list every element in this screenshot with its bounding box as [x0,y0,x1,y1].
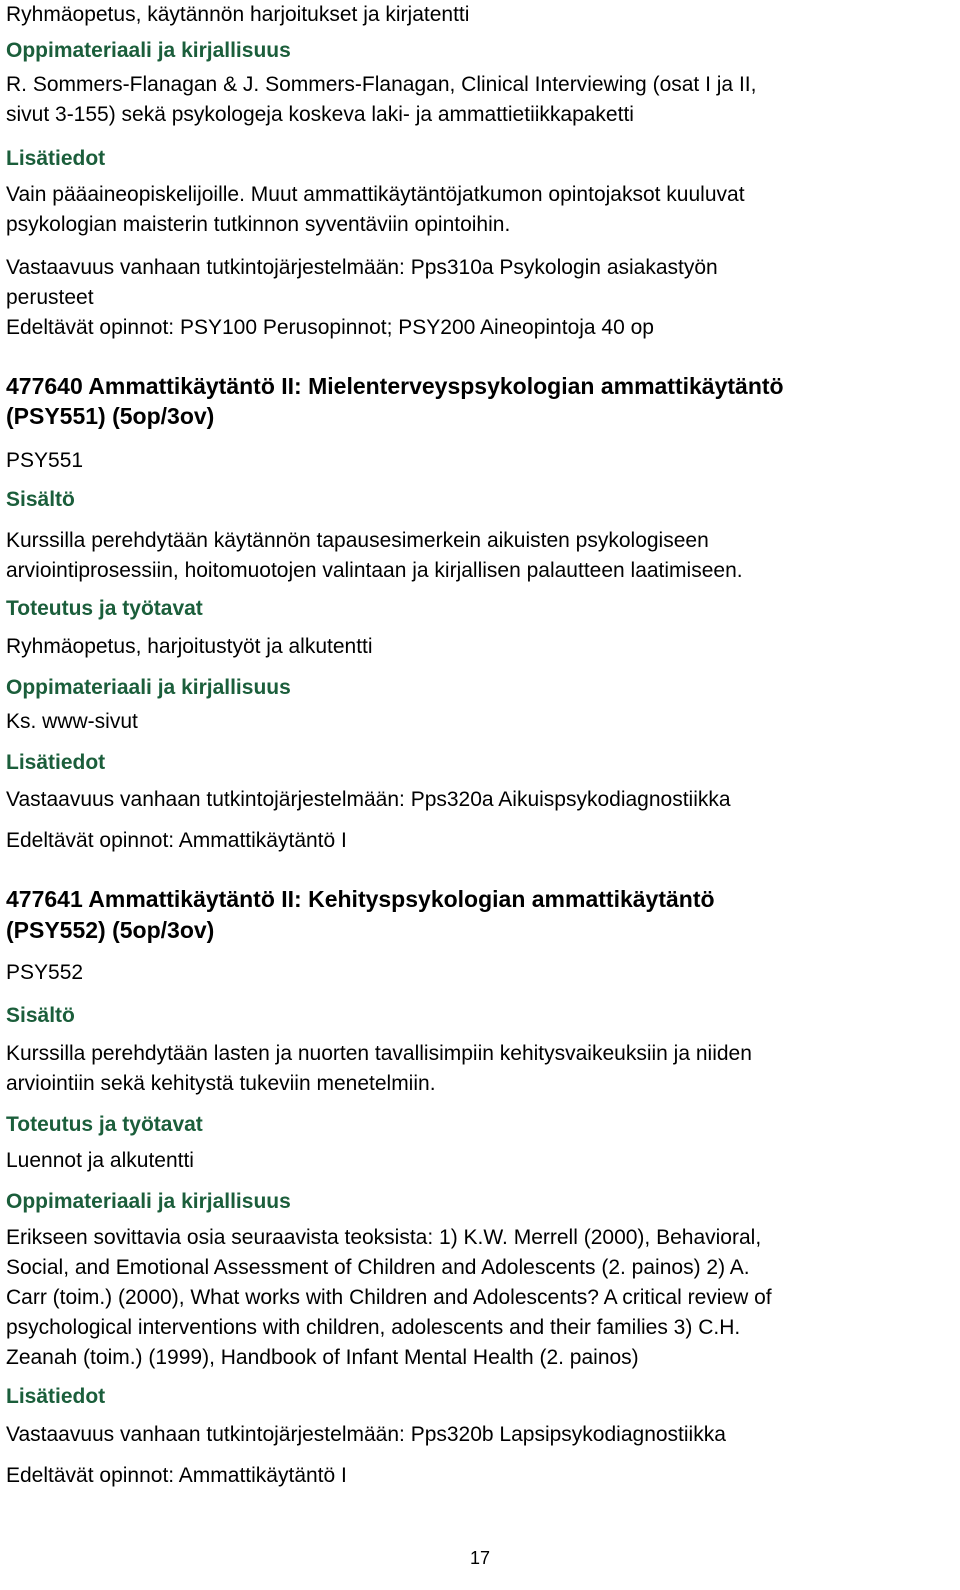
info-heading: Lisätiedot [6,751,106,774]
info-text: Vastaavuus vanhaan tutkintojärjestelmään: Pps320b Lapsipsykodiagnostiikka [6,1423,726,1446]
content-text-line: Kurssilla perehdytään lasten ja nuorten tavallisimpiin kehitysvaikeuksiin ja niiden [6,1042,752,1065]
materials-text-line: Zeanah (toim.) (1999), Handbook of Infant Mental Health (2. painos) [6,1346,639,1369]
materials-text-line: Erikseen sovittavia osia seuraavista teoksista: 1) K.W. Merrell (2000), Behavioral, [6,1226,762,1249]
info-text-line: perusteet [6,286,94,309]
materials-text-line: R. Sommers-Flanagan & J. Sommers-Flanagan, Clinical Interviewing (osat I ja II, [6,73,757,96]
materials-text: Ks. www-sivut [6,710,138,733]
info-heading: Lisätiedot [6,147,106,170]
materials-text-line: Social, and Emotional Assessment of Children and Adolescents (2. painos) 2) A. [6,1256,750,1279]
content-heading: Sisältö [6,1004,75,1027]
info-heading: Lisätiedot [6,1385,106,1408]
content-text-line: Kurssilla perehdytään käytännön tapausesimerkein aikuisten psykologiseen [6,529,709,552]
materials-text-line: psychological interventions with children, adolescents and their families 3) C.H. [6,1316,741,1339]
method-text: Luennot ja alkutentti [6,1149,194,1172]
info-text-line: Vastaavuus vanhaan tutkintojärjestelmään: Pps310a Psykologin asiakastyön [6,256,718,279]
content-text-line: arviointiprosessiin, hoitomuotojen valintaan ja kirjallisen palautteen laatimiseen. [6,559,743,582]
materials-heading: Oppimateriaali ja kirjallisuus [6,1190,291,1213]
course-code: PSY551 [6,449,84,472]
materials-heading: Oppimateriaali ja kirjallisuus [6,39,291,62]
course-title: (PSY551) (5op/3ov) [6,403,215,429]
course-code: PSY552 [6,961,84,984]
info-text-line: psykologian maisterin tutkinnon syventäviin opintoihin. [6,213,511,236]
materials-text-line: sivut 3-155) sekä psykologeja koskeva laki- ja ammattietiikkapaketti [6,103,634,126]
method-heading: Toteutus ja työtavat [6,1113,203,1136]
materials-heading: Oppimateriaali ja kirjallisuus [6,676,291,699]
method-heading: Toteutus ja työtavat [6,597,203,620]
materials-text-line: Carr (toim.) (2000), What works with Children and Adolescents? A critical review of [6,1286,772,1309]
course-title: 477641 Ammattikäytäntö II: Kehityspsykologian ammattikäytäntö [6,886,715,912]
page-number: 17 [469,1548,491,1568]
prerequisites-text: Edeltävät opinnot: Ammattikäytäntö I [6,829,347,852]
teaching-method-text: Ryhmäopetus, käytännön harjoitukset ja kirjatentti [6,3,470,26]
info-text-line: Vain pääaineopiskelijoille. Muut ammattikäytäntöjatkumon opintojaksot kuuluvat [6,183,745,206]
course-title: 477640 Ammattikäytäntö II: Mielenterveyspsykologian ammattikäytäntö [6,373,784,399]
content-heading: Sisältö [6,488,75,511]
method-text: Ryhmäopetus, harjoitustyöt ja alkutentti [6,635,373,658]
prerequisites-text: Edeltävät opinnot: PSY100 Perusopinnot; PSY200 Aineopintoja 40 op [6,316,654,339]
prerequisites-text: Edeltävät opinnot: Ammattikäytäntö I [6,1464,347,1487]
info-text: Vastaavuus vanhaan tutkintojärjestelmään: Pps320a Aikuispsykodiagnostiikka [6,788,731,811]
course-title: (PSY552) (5op/3ov) [6,917,215,943]
content-text-line: arviointiin sekä kehitystä tukeviin menetelmiin. [6,1072,436,1095]
